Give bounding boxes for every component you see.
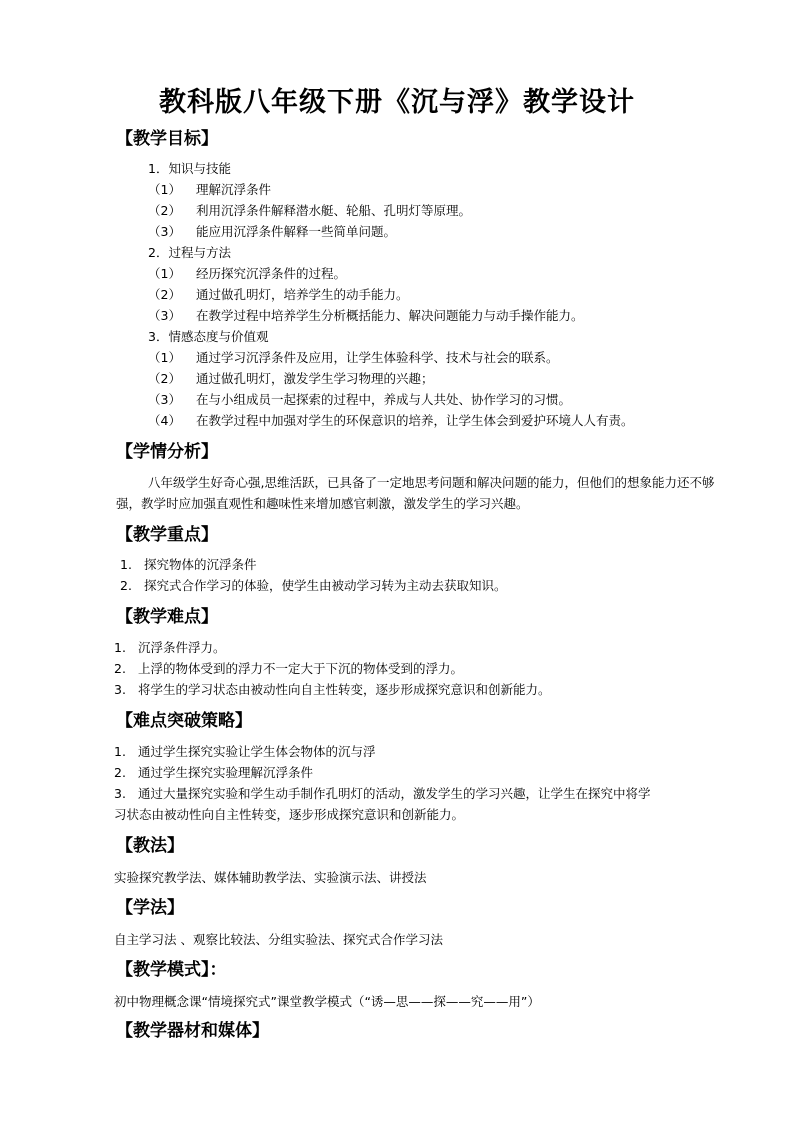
heading-teaching-mode: 【教学模式】： bbox=[116, 960, 227, 980]
heading-key-points: 【教学重点】 bbox=[116, 525, 218, 545]
objective-section-label: 1．知识与技能 bbox=[148, 161, 231, 176]
heading-objectives: 【教学目标】 bbox=[116, 129, 218, 149]
objective-item: （3） 在教学过程中培养学生分析概括能力、解决问题能力与动手操作能力。 bbox=[148, 308, 584, 323]
strategy-item: 2. 通过学生探究实验理解沉浮条件 bbox=[114, 765, 314, 780]
strategy-item: 1. 通过学生探究实验让学生体会物体的沉与浮 bbox=[114, 744, 376, 759]
learning-methods-text: 自主学习法 、观察比较法、分组实验法、探究式合作学习法 bbox=[114, 932, 443, 947]
key-point-item: 2. 探究式合作学习的体验，使学生由被动学习转为主动去获取知识。 bbox=[120, 578, 507, 593]
heading-materials: 【教学器材和媒体】 bbox=[116, 1021, 269, 1041]
heading-difficulties: 【教学难点】 bbox=[116, 607, 218, 627]
analysis-paragraph: 八年级学生好奇心强,思维活跃，已具备了一定地思考问题和解决问题的能力，但他们的想象能力还不够强，教学时应加强直观性和趣味性来增加感官刺激，激发学生的学习兴趣。 bbox=[116, 475, 715, 511]
difficulty-item: 1. 沉浮条件浮力。 bbox=[114, 640, 226, 655]
strategy-item: 3. 通过大量探究实验和学生动手制作孔明灯的活动，激发学生的学习兴趣，让学生在探究中将学 bbox=[114, 786, 651, 801]
key-point-item: 1. 探究物体的沉浮条件 bbox=[120, 557, 257, 572]
difficulty-item: 3. 将学生的学习状态由被动性向自主性转变，逐步形成探究意识和创新能力。 bbox=[114, 682, 551, 697]
objective-item: （1） 经历探究沉浮条件的过程。 bbox=[148, 266, 347, 281]
document-title: 教科版八年级下册《沉与浮》教学设计 bbox=[159, 87, 635, 118]
objective-item: （1） 通过学习沉浮条件及应用，让学生体验科学、技术与社会的联系。 bbox=[148, 350, 559, 365]
difficulty-item: 2. 上浮的物体受到的浮力不一定大于下沉的物体受到的浮力。 bbox=[114, 661, 464, 676]
objective-item: （2） 通过做孔明灯，培养学生的动手能力。 bbox=[148, 287, 409, 302]
objective-item: （2） 利用沉浮条件解释潜水艇、轮船、孔明灯等原理。 bbox=[148, 203, 472, 218]
heading-teaching-methods: 【教法】 bbox=[116, 836, 184, 856]
objective-item: （1） 理解沉浮条件 bbox=[148, 182, 272, 197]
heading-strategies: 【难点突破策略】 bbox=[116, 711, 252, 731]
strategy-item-continued: 习状态由被动性向自主性转变，逐步形成探究意识和创新能力。 bbox=[114, 807, 465, 822]
objective-item: （3） 能应用沉浮条件解释一些简单问题。 bbox=[148, 224, 397, 239]
objective-section-label: 3．情感态度与价值观 bbox=[148, 329, 269, 344]
heading-learning-methods: 【学法】 bbox=[116, 898, 184, 918]
objective-section-label: 2．过程与方法 bbox=[148, 245, 231, 260]
heading-analysis: 【学情分析】 bbox=[116, 442, 218, 462]
teaching-methods-text: 实验探究教学法、媒体辅助教学法、实验演示法、讲授法 bbox=[114, 870, 427, 885]
objective-item: （2） 通过做孔明灯，激发学生学习物理的兴趣； bbox=[148, 371, 434, 386]
objective-item: （4） 在教学过程中加强对学生的环保意识的培养，让学生体会到爱护环境人人有责。 bbox=[148, 413, 634, 428]
objective-item: （3） 在与小组成员一起探索的过程中，养成与人共处、协作学习的习惯。 bbox=[148, 392, 572, 407]
teaching-mode-text: 初中物理概念课“情境探究式”课堂教学模式（“诱—思——探——究——用”） bbox=[114, 994, 540, 1009]
